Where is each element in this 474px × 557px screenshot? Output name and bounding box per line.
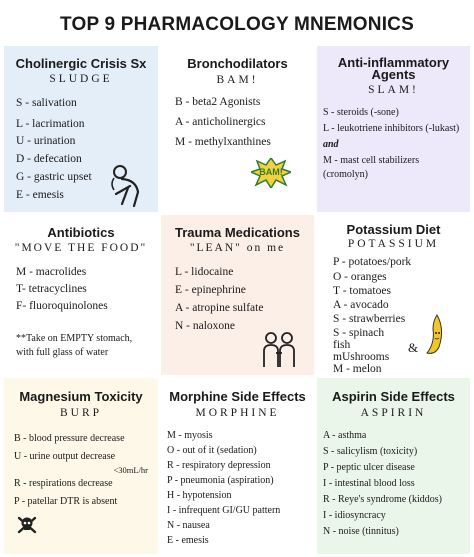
list-item: P - pneumonia (aspiration) <box>167 475 274 486</box>
list-item: fish <box>333 339 351 351</box>
list-item: I - idiosyncracy <box>323 510 386 521</box>
list-item: P - patellar DTR is absent <box>14 496 118 507</box>
bam-sticker-text: BAM! <box>259 167 283 177</box>
list-item: T - tomatoes <box>333 285 391 297</box>
list-item: N - nausea <box>167 520 210 531</box>
list-item: E - epinephrine <box>175 284 246 296</box>
list-item: L - lacrimation <box>16 118 85 130</box>
card-morphine <box>161 378 314 554</box>
list-item: I - infrequent GI/GU pattern <box>167 505 281 516</box>
card-heading: Agents <box>371 67 416 82</box>
skull-crossbones-icon <box>16 514 38 536</box>
card-subheading: BAM! <box>216 74 259 86</box>
list-item: S - spinach <box>333 327 385 339</box>
list-item: A - atropine sulfate <box>175 302 264 314</box>
list-item: M - melon <box>333 363 382 375</box>
list-item: A - asthma <box>323 430 367 441</box>
list-item: I - intestinal blood loss <box>323 478 415 489</box>
card-subheading: MORPHINE <box>195 407 280 419</box>
list-item: S - steroids (-sone) <box>323 107 399 118</box>
list-item: H - hypotension <box>167 490 232 501</box>
card-heading: Aspirin Side Effects <box>332 389 455 404</box>
card-heading: Morphine Side Effects <box>169 389 306 404</box>
list-item: B - blood pressure decrease <box>14 433 125 444</box>
sick-person-icon <box>108 164 150 208</box>
card-subheading: SLAM! <box>368 84 419 96</box>
list-item: F- fluoroquinolones <box>16 300 108 312</box>
card-antibiotics <box>4 215 158 375</box>
card-heading: Bronchodilators <box>187 56 288 71</box>
bam-sticker-icon <box>251 158 291 188</box>
list-item: B - beta2 Agonists <box>175 96 261 108</box>
list-item: R - respirations decrease <box>14 478 113 489</box>
list-item: M - mast cell stabilizers <box>323 155 420 166</box>
card-heading: Magnesium Toxicity <box>19 389 143 404</box>
card-trauma <box>161 215 314 375</box>
card-bronchodilators <box>161 46 314 212</box>
list-item: M - methylxanthines <box>175 136 271 148</box>
list-item: P - peptic ulcer disease <box>323 462 415 473</box>
list-item: R - Reye's syndrome (kiddos) <box>323 494 443 505</box>
card-heading: Trauma Medications <box>175 225 300 240</box>
list-item: A - anticholinergics <box>175 116 266 128</box>
card-subheading: ASPIRIN <box>360 407 427 419</box>
list-item: D - defecation <box>16 153 82 165</box>
list-item: S - salicylism (toxicity) <box>323 446 418 457</box>
list-item: L - lidocaine <box>175 266 234 278</box>
list-item: A - avocado <box>333 299 389 311</box>
card-aspirin <box>317 378 470 554</box>
list-item: P - potatoes/pork <box>333 256 412 268</box>
card-subheading: BURP <box>59 407 103 419</box>
list-item: N - noise (tinnitus) <box>323 526 399 537</box>
list-item: M - myosis <box>167 430 213 441</box>
card-cholinergic <box>4 46 158 212</box>
list-item: mUshrooms <box>333 351 390 363</box>
list-item: O - out of it (sedation) <box>167 445 257 456</box>
card-subheading: SLUDGE <box>49 73 113 85</box>
list-item: and <box>323 139 339 150</box>
card-subheading: "LEAN" on me <box>189 242 286 254</box>
two-friends-icon <box>259 331 299 369</box>
card-potassium <box>317 215 470 375</box>
card-magnesium <box>4 378 158 554</box>
card-anti-inflammatory <box>317 46 470 212</box>
list-item: U - urination <box>16 135 76 147</box>
ampersand-text: & <box>408 340 419 355</box>
card-subheading: "MOVE THE FOOD" <box>14 242 148 254</box>
list-item: T- tetracyclines <box>16 283 87 295</box>
card-heading: Anti-inflammatory <box>337 55 450 70</box>
list-item: U - urine output decrease <box>14 451 116 462</box>
list-item: S - strawberries <box>333 313 406 325</box>
list-item: (cromolyn) <box>323 169 368 180</box>
list-item: E - emesis <box>16 189 64 201</box>
list-item: M - macrolides <box>16 266 87 278</box>
list-item: <30mL/hr <box>113 465 148 475</box>
list-item: L - leukotriene inhibitors (-lukast) <box>323 123 460 134</box>
card-heading: Potassium Diet <box>346 222 441 237</box>
list-item: R - respiratory depression <box>167 460 271 471</box>
page-title: TOP 9 PHARMACOLOGY MNEMONICS <box>60 14 414 35</box>
card-heading: Cholinergic Crisis Sx <box>15 56 147 71</box>
card-subheading: POTASSIUM <box>347 238 440 250</box>
banana-icon <box>421 313 447 357</box>
list-item: S - salivation <box>16 97 77 109</box>
note-text: **Take on EMPTY stomach, <box>16 333 133 344</box>
list-item: O - oranges <box>333 271 387 283</box>
list-item: N - naloxone <box>175 320 236 332</box>
note-text: with full glass of water <box>16 347 109 358</box>
card-heading: Antibiotics <box>47 225 115 240</box>
list-item: E - emesis <box>167 535 209 546</box>
list-item: G - gastric upset <box>16 171 92 183</box>
